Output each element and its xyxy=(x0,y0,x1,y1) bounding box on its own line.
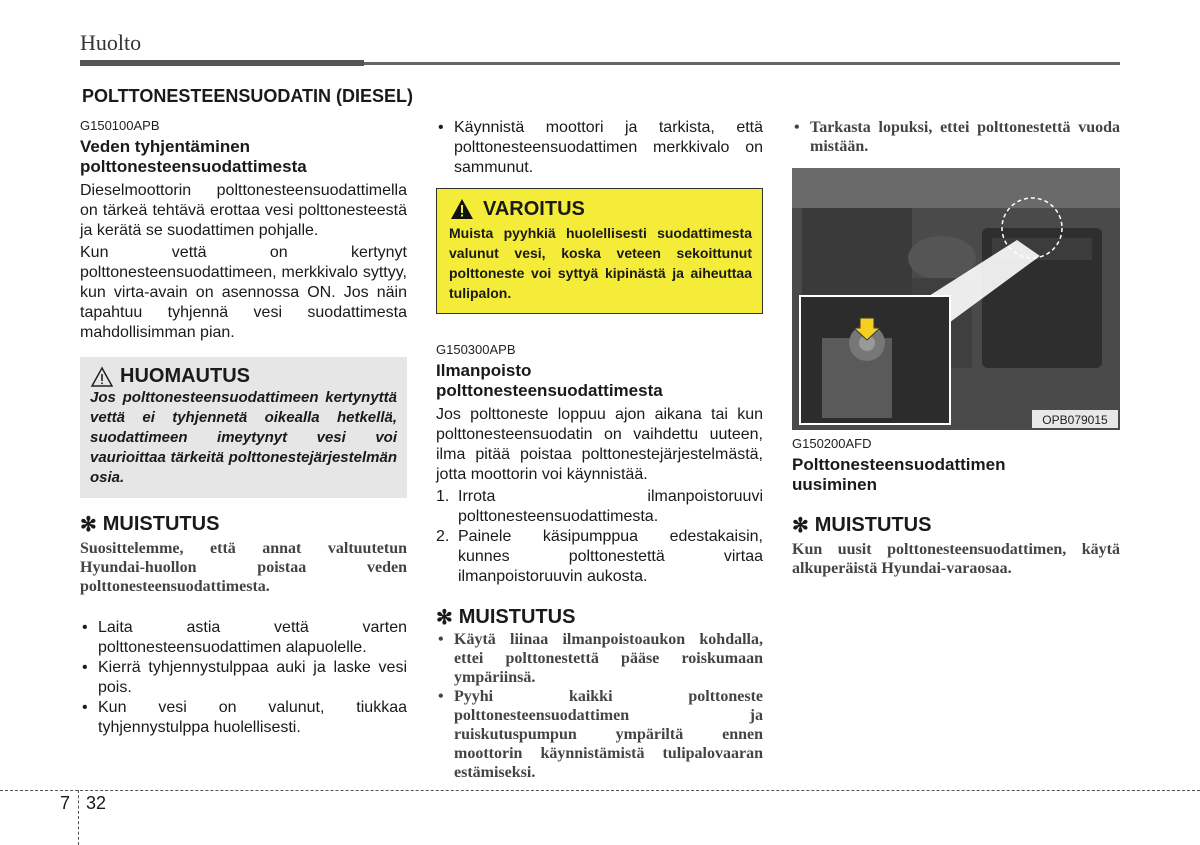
notice-header xyxy=(90,365,397,388)
memo-text: Kun uusit polttonesteensuodattimen, käytä alkuperäistä Hyundai-varaosaa. xyxy=(792,541,1120,577)
memo-header xyxy=(436,605,763,630)
engine-bay-illustration xyxy=(792,168,1120,430)
list-item: • Pyyhi kaikki polttoneste polttonesteensuodattimen ja ruiskutuspumpun ympäriltä ennen moottorin käynnistämistä tulipalovaaran estämiseksi. xyxy=(436,687,763,782)
memo-title: MUISTUTUS xyxy=(102,513,220,535)
section-title: Huolto xyxy=(80,30,142,55)
step-number: 1. xyxy=(436,488,450,505)
caution-triangle-icon xyxy=(90,366,114,388)
header-rule-dark xyxy=(80,60,364,66)
engine-photo xyxy=(792,168,1120,430)
paragraph: Dieselmoottorin polttonesteensuodattimella on tärkeä tehtävä erottaa vesi polttonesteestä ja kerätä se suodattimen pohjalle. xyxy=(80,182,407,239)
notice-box xyxy=(80,357,407,498)
list-item: • Laita astia vettä varten polttonesteensuodattimen alapuolelle. xyxy=(80,618,407,658)
list-item xyxy=(436,487,763,527)
memo-title: MUISTUTUS xyxy=(814,514,932,536)
list-item: • Kun vesi on valunut, tiukkaa tyhjennystulppa huolellisesti. xyxy=(80,698,407,738)
step-number: 2. xyxy=(436,528,450,545)
memo-header xyxy=(792,513,1120,538)
memo-list xyxy=(436,630,763,782)
notice-title: HUOMAUTUS xyxy=(120,365,250,387)
list-item: • Tarkasta lopuksi, ettei polttonestettä vuoda mistään. xyxy=(792,118,1120,156)
asterisk-icon: ✻ xyxy=(436,607,453,629)
warning-text: Muista pyyhkiä huolellisesti suodattimesta valunut vesi, koska veteen sekoittunut polttoneste voi syttyä kipinästä ja aiheuttaa tulipalon. xyxy=(449,225,752,301)
column-1 xyxy=(80,118,407,738)
column-3-lower xyxy=(792,436,1120,578)
list-item: • Kierrä tyhjennystulppaa auki ja laske vesi pois. xyxy=(80,658,407,698)
chapter-number: 7 xyxy=(60,793,71,813)
list-item xyxy=(436,527,763,587)
step-text: Painele käsipumppua edestakaisin, kunnes polttonestettä virtaa ilmanpoistoruuvin aukosta. xyxy=(458,528,763,585)
column-3 xyxy=(792,118,1120,156)
memo-title: MUISTUTUS xyxy=(458,606,576,628)
paragraph: Jos polttoneste loppuu ajon aikana tai kun polttonesteensuodatin on vaihdettu uuteen, ilma pitää poistaa polttonestejärjestelmästä, jotta moottorin voi käynnistää. xyxy=(436,406,763,483)
notice-text: Jos polttonesteensuodattimeen kertynyttä vettä ei tyhjennetä oikealla hetkellä, suodattimeen imeytynyt vesi voi vaurioittaa tärkeitä polttonestejärjestelmän osia. xyxy=(90,389,397,486)
step-text: Irrota ilmanpoistoruuvi polttonesteensuodattimesta. xyxy=(458,488,763,525)
memo-header xyxy=(80,512,407,537)
asterisk-icon: ✻ xyxy=(80,514,97,536)
warning-box xyxy=(436,188,763,314)
section-code: G150200AFD xyxy=(792,436,872,451)
list-item: • Käynnistä moottori ja tarkista, että polttonesteensuodattimen merkkivalo on sammunut. xyxy=(436,118,763,178)
photo-label: OPB079015 xyxy=(1042,413,1108,427)
page-number: 32 xyxy=(86,793,107,813)
numbered-list xyxy=(436,487,763,587)
section-code: G150300APB xyxy=(436,342,516,357)
footer-rule xyxy=(0,790,1200,791)
warning-title: VAROITUS xyxy=(483,197,585,220)
column-2 xyxy=(436,118,763,782)
warning-header xyxy=(449,197,752,221)
bullet-list xyxy=(436,118,763,178)
section-heading: Polttonesteensuodattimen uusiminen xyxy=(792,455,1006,494)
section-code: G150100APB xyxy=(80,118,160,133)
section-heading: Ilmanpoisto polttonesteensuodattimesta xyxy=(436,361,663,400)
header-rule-light xyxy=(364,62,1120,65)
asterisk-icon: ✻ xyxy=(792,515,809,537)
bullet-list xyxy=(792,118,1120,156)
section-heading: Veden tyhjentäminen polttonesteensuodattimesta xyxy=(80,137,307,176)
paragraph: Kun vettä on kertynyt polttonesteensuodattimeen, merkkivalo syttyy, kun virta-avain on asennossa ON. Jos näin tapahtuu tyhjennä vesi suodattimesta mahdollisimman pian. xyxy=(80,244,407,341)
warning-triangle-icon xyxy=(449,197,475,221)
list-item: • Käytä liinaa ilmanpoistoaukon kohdalla, ettei polttonestettä pääse roiskumaan ympäriinsä. xyxy=(436,630,763,687)
bullet-list xyxy=(80,618,407,738)
memo-text: Suosittelemme, että annat valtuutetun Hyundai-huollon poistaa veden polttonesteensuodattimesta. xyxy=(80,540,407,595)
footer-divider xyxy=(78,790,79,845)
page-heading: POLTTONESTEENSUODATIN (DIESEL) xyxy=(82,86,414,106)
